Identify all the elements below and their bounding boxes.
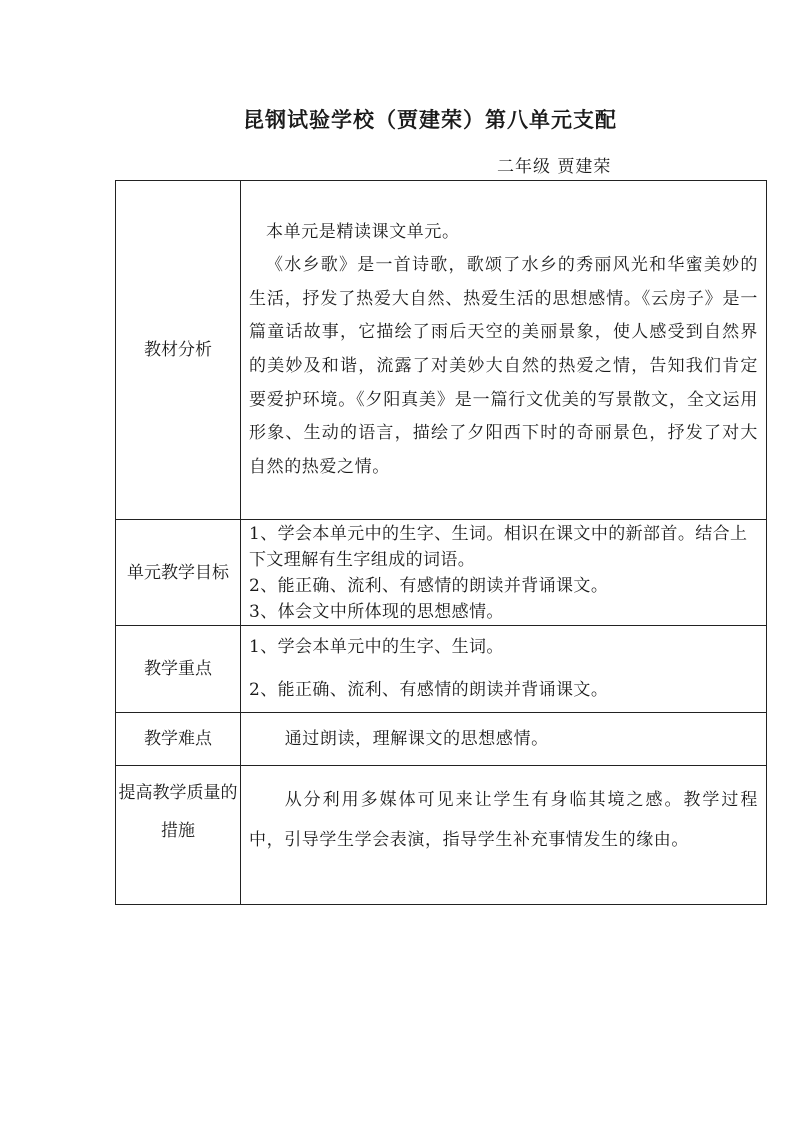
goal-item: 3、体会文中所体现的思想感情。: [249, 601, 504, 622]
measures-label: 提高教学质量的措施: [116, 766, 241, 905]
table-row-goals: [116, 520, 767, 626]
table-row-analysis: [116, 181, 767, 520]
key-point-item: 1、学会本单元中的生字、生词。: [249, 637, 504, 657]
difficulties-content: [241, 713, 767, 766]
difficulties-label: 教学难点: [116, 713, 241, 766]
lesson-plan-table: [115, 180, 767, 905]
goals-content: [241, 520, 767, 626]
document-byline: 二年级 贾建荣: [497, 157, 612, 177]
goal-item: 1、学会本单元中的生字、生词。相识在课文中的新部首。结合上下文理解有生字组成的词语。: [249, 523, 748, 570]
key-points-content: [241, 626, 767, 713]
goal-item: 2、能正确、流利、有感情的朗读并背诵课文。: [249, 575, 609, 596]
analysis-paragraph: 《水乡歌》是一首诗歌，歌颂了水乡的秀丽风光和华蜜美妙的生活，抒发了热爱大自然、热爱生活的思想感情。《云房子》是一篇童话故事，它描绘了雨后天空的美丽景象，使人感受到自然界的美妙及和谐，流露了对美妙大自然的热爱之情，告知我们肯定要爱护环境。《夕阳真美》是一篇行文优美的写景散文，全文运用形象、生动的语言，描绘了夕阳西下时的奇丽景色，抒发了对大自然的热爱之情。: [249, 255, 758, 477]
key-point-item: 2、能正确、流利、有感情的朗读并背诵课文。: [249, 680, 609, 700]
analysis-content: [241, 181, 767, 520]
document-title: 昆钢试验学校（贾建荣）第八单元支配: [243, 107, 617, 132]
difficulties-text: 通过朗读，理解课文的思想感情。: [284, 729, 549, 749]
key-points-label: 教学重点: [116, 626, 241, 713]
goals-label: 单元教学目标: [116, 520, 241, 626]
analysis-paragraph: 本单元是精读课文单元。: [266, 221, 460, 242]
analysis-label: 教材分析: [116, 181, 241, 520]
measures-text: 从分利用多媒体可见来让学生有身临其境之感。教学过程中，引导学生学会表演，指导学生补充事情发生的缘由。: [249, 790, 758, 850]
measures-content: [241, 766, 767, 905]
table-row-key-points: [116, 626, 767, 713]
table-row-difficulties: [116, 713, 767, 766]
table-row-measures: [116, 766, 767, 905]
